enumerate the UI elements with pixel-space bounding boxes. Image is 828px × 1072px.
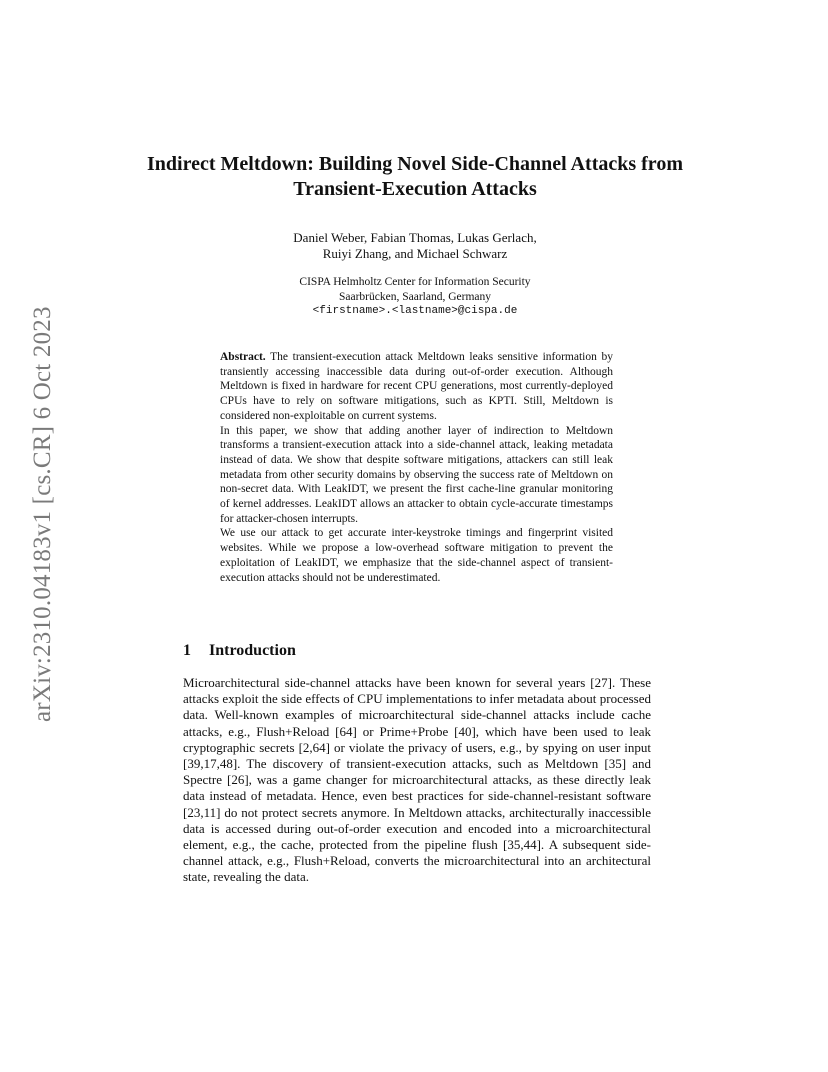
- abstract-paragraph-2: In this paper, we show that adding another layer of indirection to Meltdown transforms a transient-execution attack into a side-channel attack, leaking metadata instead of data. We show that despite software mitigations, attackers can still leak metadata from other security domains by observing the success rate of Meltdown on non-secret data. With LeakIDT, we present the first cache-line granular monitoring of kernel addresses. LeakIDT allows an attacker to obtain cycle-accurate timestamps for attacker-chosen interrupts.: [220, 424, 613, 525]
- section-heading: [183, 642, 296, 660]
- introduction-paragraph: Microarchitectural side-channel attacks have been known for several years [27]. These attacks exploit the side effects of CPU implementations to infer metadata about processed data. Well-known examples of microarchitectural side-channel attacks include cache attacks, e.g., Flush+Reload [64] or Prime+Probe [40], which have been used to leak cryptographic secrets [2,64] or violate the privacy of users, e.g., by spying on user input [39,17,48]. The discovery of transient-execution attacks, such as Meltdown [35] and Spectre [26], was a game changer for microarchitectural attacks, as these directly leak data instead of metadata. Hence, even best practices for side-channel-resistant software [23,11] do not protect secrets anymore. In Meltdown attacks, architecturally inaccessible data is accessed during out-of-order execution and encoded into a microarchitectural element, e.g., the cache, protected from the pipeline flush [35,44]. A subsequent side-channel attack, e.g., Flush+Reload, converts the microarchitectural into an architectural state, revealing the data.: [183, 675, 651, 885]
- abstract: [220, 350, 613, 585]
- abstract-paragraph-3: We use our attack to get accurate inter-keystroke timings and fingerprint visited websites. While we propose a low-overhead software mitigation to prevent the exploitation of LeakIDT, we emphasize that the side-channel aspect of transient-execution attacks should not be underestimated.: [220, 527, 613, 584]
- affiliation-institution: CISPA Helmholtz Center for Information Security: [299, 276, 531, 288]
- paper-title: Indirect Meltdown: Building Novel Side-Channel Attacks from Transient-Execution Attacks: [147, 153, 683, 200]
- arxiv-identifier: arXiv:2310.04183v1 [cs.CR] 6 Oct 2023: [29, 306, 56, 722]
- affiliation-location: Saarbrücken, Saarland, Germany: [339, 290, 491, 303]
- arxiv-sidebar: [29, 295, 56, 750]
- affiliation-block: [200, 275, 630, 319]
- section-number: 1: [183, 642, 191, 659]
- section-title: Introduction: [209, 642, 296, 659]
- abstract-paragraph-1: [220, 350, 613, 424]
- affiliation-email: <firstname>.<lastname>@cispa.de: [312, 305, 518, 317]
- abstract-text-1: The transient-execution attack Meltdown leaks sensitive information by transiently accessing inaccessible data during out-of-order execution. Although Meltdown is fixed in hardware for recent CPU generations, most currently-deployed CPUs have to rely on software mitigations, such as KPTI. Still, Meltdown is considered non-exploitable on current systems.: [220, 351, 613, 422]
- author-list: [200, 230, 630, 262]
- author-line-2: Ruiyi Zhang, and Michael Schwarz: [322, 246, 508, 261]
- abstract-label: Abstract.: [220, 351, 266, 363]
- author-line-1: Daniel Weber, Fabian Thomas, Lukas Gerlach,: [293, 230, 537, 245]
